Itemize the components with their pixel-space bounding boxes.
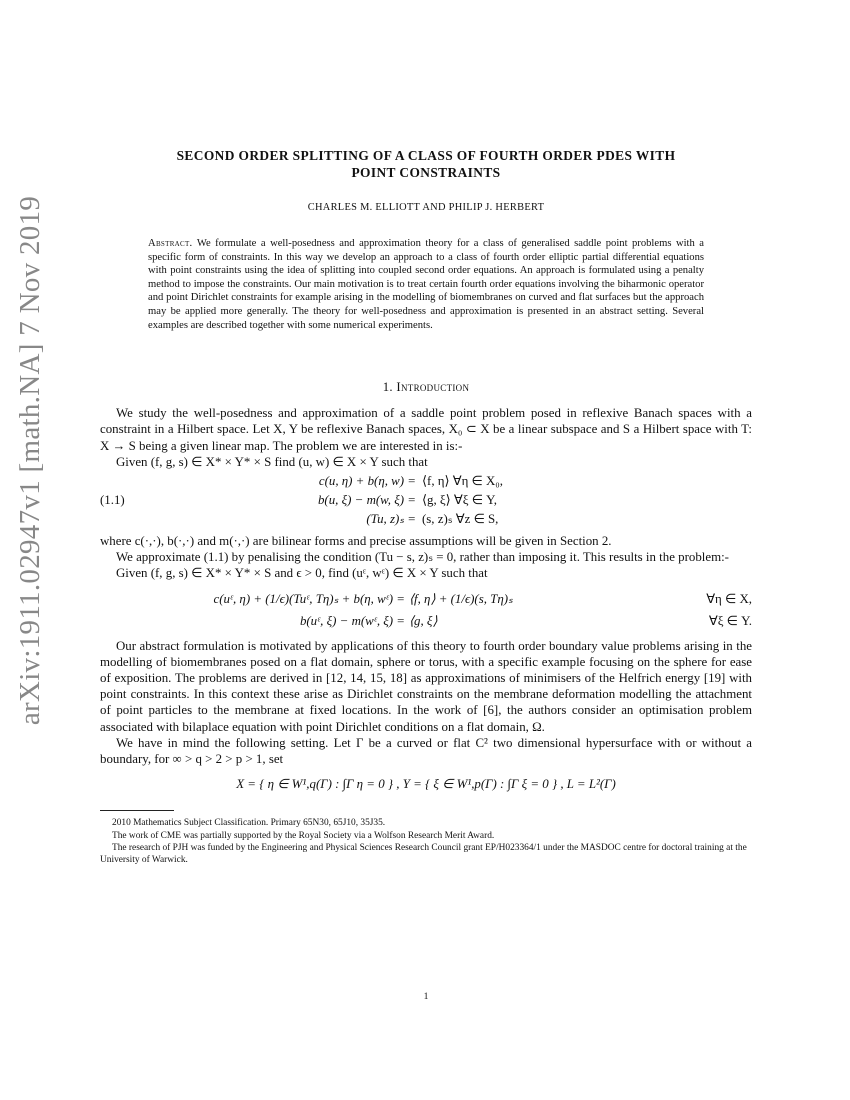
arxiv-id-text: arXiv:1911.02947v1 [math.NA] 7 Nov 2019 (14, 195, 47, 725)
page-number: 1 (423, 991, 429, 1002)
equation-rhs: ⟨f, η⟩ + (1/ϵ)(s, Tη)ₛ (409, 591, 513, 606)
equation-lhs: c(u, η) + b(η, w) = (318, 473, 416, 488)
title-line-2: POINT CONSTRAINTS (351, 165, 501, 180)
equation-lhs: b(u, ξ) − m(w, ξ) = (317, 492, 416, 507)
intro-paragraph-3: Our abstract formulation is motivated by applications of this theory to fourth order boundary value problems arising in the modelling of biomembranes posed on a flat domain, sphere or torus, with a specific example focusing on the sphere for ease of exposition. The problems are derived in [12, 14, 15, 18] as approximations of minimisers of the Helfrich energy [19] with point constraints. In this context these arise as Dirichlet constraints on the membrane deformation modelling the attachment of point particles to the membrane at fixed locations. In the work of [6], the authors consider an optimisation problem associated with bilaplace equation with point Dirichlet conditions on a flat domain, Ω. (100, 638, 752, 734)
equation-label: (1.1) (100, 492, 125, 507)
equation-lhs: b(uᵋ, ξ) − m(wᵋ, ξ) = (299, 613, 405, 628)
given-statement-2: Given (f, g, s) ∈ X* × Y* × S and ϵ > 0, find (uᵋ, wᵋ) ∈ X × Y such that (116, 566, 488, 581)
intro-paragraph-2: We approximate (1.1) by penalising the condition (Tu − s, z)ₛ = 0, rather than imposing it. This results in the problem:- (116, 550, 729, 565)
equation-rhs: ⟨f, η⟩ ∀η ∈ X₀, (422, 473, 504, 488)
equation-row (100, 610, 752, 632)
section-heading (100, 380, 752, 395)
equation-1-1 (100, 472, 752, 529)
where-line: where c(·,·), b(·,·) and m(·,·) are bilinear forms and precise assumptions will be given in Section 2. (100, 533, 612, 548)
equation-rhs: ⟨g, ξ⟩ (409, 613, 438, 628)
arxiv-identifier (3, 195, 59, 725)
footnote-funding-pjh: The research of PJH was funded by the Engineering and Physical Sciences Research Council grant EP/H023364/1 under the MASDOC centre for doctoral training at the University of Warwick. (100, 843, 747, 866)
abstract (148, 237, 704, 332)
footnote-msc: 2010 Mathematics Subject Classification. Primary 65N30, 65J10, 35J35. (112, 818, 386, 829)
space-definitions-equation: X = { η ∈ W¹,q(Γ) : ∫Γ η = 0 } , Y = { ξ ∈ W¹,p(Γ) : ∫Γ ξ = 0 } , L = L²(Γ) (236, 777, 616, 792)
abstract-label: Abstract. (148, 238, 193, 249)
equation-row (100, 472, 752, 491)
equation-lhs: (Tu, z)ₛ = (366, 511, 416, 526)
penalised-equation (100, 588, 752, 632)
equation-quantifier: ∀ξ ∈ Y. (708, 613, 752, 628)
section-number: 1. (382, 380, 393, 395)
authors: CHARLES M. ELLIOTT AND PHILIP J. HERBERT (307, 202, 545, 213)
section-title: Introduction (396, 380, 470, 395)
footnote-rule (100, 810, 174, 811)
equation-row (100, 510, 752, 529)
title-line-1: SECOND ORDER SPLITTING OF A CLASS OF FOURTH ORDER PDES WITH (176, 148, 676, 163)
equation-lhs: c(uᵋ, η) + (1/ϵ)(Tuᵋ, Tη)ₛ + b(η, wᵋ) = (213, 591, 405, 606)
equation-rhs: (s, z)ₛ ∀z ∈ S, (422, 511, 499, 526)
intro-paragraph-1: We study the well-posedness and approximation of a saddle point problem posed in reflexive Banach spaces with a constraint in a Hilbert space. Let X, Y be reflexive Banach spaces, X₀ ⊂ X be a linear subspace and S a Hilbert space with T: X → S being a given linear map. The problem we are interested in is:- (100, 406, 752, 453)
paper-title (100, 147, 752, 181)
given-statement-1: Given (f, g, s) ∈ X* × Y* × S find (u, w) ∈ X × Y such that (116, 454, 428, 469)
paper-page (100, 0, 752, 1002)
equation-rhs: ⟨g, ξ⟩ ∀ξ ∈ Y, (422, 492, 498, 507)
abstract-text: We formulate a well-posedness and approximation theory for a class of generalised saddle point problems with a specific form of constraints. In this way we develop an approach to a class of fourth order elliptic partial differential equations with point constraints using the idea of splitting into coupled second order equations. An approach is formulated using a penalty method to impose the constraints. Our main motivation is to treat certain fourth order equations involving the biharmonic operator and point Dirichlet constraints for example arising in the modelling of biomembranes on curved and flat surfaces but the approach may be applied more generally. The theory for well-posedness and approximation is presented in an abstract setting. Several examples are described together with some numerical experiments. (148, 238, 704, 331)
intro-paragraph-4: We have in mind the following setting. Let Γ be a curved or flat C² two dimensional hypersurface with or without a boundary, for ∞ > q > 2 > p > 1, set (100, 735, 752, 766)
equation-row (100, 491, 752, 510)
footnote-funding-cme: The work of CME was partially supported by the Royal Society via a Wolfson Research Merit Award. (112, 830, 495, 841)
equation-row (100, 588, 752, 610)
equation-quantifier: ∀η ∈ X, (706, 591, 752, 606)
footnotes (100, 817, 752, 867)
